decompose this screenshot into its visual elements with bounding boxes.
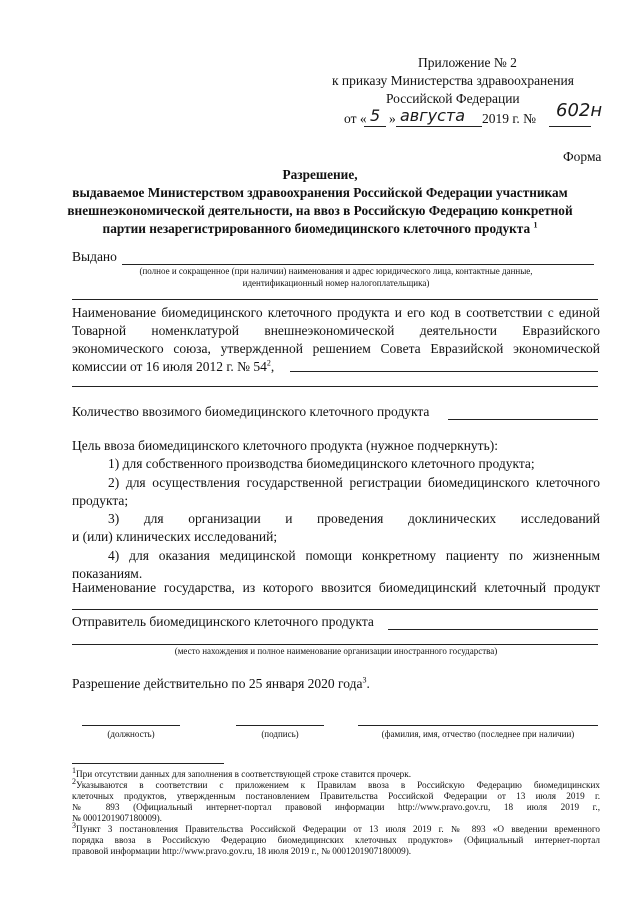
footnote-2-line-3: № 893 (Официальный интернет-портал правовой информации http://www.pravo.gov.ru, 18 июля 2019 г., — [72, 802, 600, 812]
footnote-3-line-2: порядка ввоза в Российскую Федерацию биомедицинских клеточных продуктов» (Официальный интернет-портал — [72, 835, 600, 845]
fullname-hint: (фамилия, имя, отчество (последнее при наличии) — [381, 729, 575, 739]
purpose-option-4[interactable]: 4) для оказания медицинской помощи конкретному пациенту по жизненным — [108, 547, 600, 563]
document-title — [40, 166, 600, 238]
title-line-2: выдаваемое Министерством здравоохранения Российской Федерации участникам — [72, 185, 568, 200]
purpose-option-4-cont: показаниям. — [72, 566, 143, 582]
signature-hint: (подпись) — [261, 729, 299, 739]
footnote-3-line-3: правовой информации http://www.pravo.gov.ru, 18 июля 2019 г., № 0001201907180009). — [72, 846, 412, 856]
purpose-option-2[interactable]: 2) для осуществления государственной регистрации биомедицинского клеточного — [108, 474, 600, 490]
date-mid: » — [389, 111, 396, 126]
product-name-line-2: Товарной номенклатурой внешнеэкономической деятельности Евразийского — [72, 323, 600, 338]
product-name-line-1: Наименование биомедицинского клеточного продукта и его код в соответствии с единой — [72, 305, 600, 320]
footnotes — [72, 765, 600, 857]
issued-label: Выдано — [72, 249, 117, 264]
purpose-section — [72, 437, 600, 583]
order-reference: к приказу Министерства здравоохранения — [332, 73, 574, 88]
issued-field-line-2[interactable] — [72, 299, 598, 300]
issued-hint-1: (полное и сокращенное (при наличии) наименования и адрес юридического лица, контактные данные, — [139, 266, 533, 276]
order-date-line — [344, 100, 604, 132]
purpose-option-3[interactable]: 3) для организации и проведения доклинических исследований — [108, 511, 600, 527]
issued-field-line[interactable] — [122, 264, 594, 265]
product-name-field-line-2[interactable] — [72, 386, 598, 387]
order-day: 5 — [370, 106, 381, 125]
signature-field-line[interactable] — [236, 725, 324, 726]
purpose-option-1[interactable]: 1) для собственного производства биомедицинского клеточного продукта; — [108, 456, 535, 472]
footnote-separator — [72, 763, 224, 764]
position-field-line[interactable] — [82, 725, 180, 726]
order-year: 2019 г. № — [482, 111, 537, 126]
product-name-line-3: экономического союза, утвержденной решением Совета Евразийской экономической — [72, 341, 600, 356]
sender-label: Отправитель биомедицинского клеточного продукта — [72, 614, 374, 629]
footnote-3: $^3$Пункт 3 постановления Правительства Российской Федерации от 13 июля 2019 г. № 893 «О введении временного — [72, 820, 600, 834]
title-line-4: партии незарегистрированного биомедицинского клеточного продукта $^1$ — [102, 220, 538, 236]
purpose-option-3-cont: и (или) клинических исследований; — [72, 529, 278, 545]
order-number: 602н — [556, 100, 603, 121]
sender-field-line[interactable] — [388, 629, 598, 630]
product-name-line-4: комиссии от 16 июля 2012 г. № $54^2$, — [72, 358, 275, 374]
order-month: августа — [400, 106, 466, 125]
footnote-2: $^2$Указываются в соответствии с приложением к Правилам ввоза в Российскую Федерацию биомедицинских — [72, 776, 600, 790]
fullname-field-line[interactable] — [358, 725, 598, 726]
issued-hint-2: идентификационный номер налогоплательщика) — [242, 278, 430, 288]
title-line-3: внешнеэкономической деятельности, на ввоз в Российскую Федерацию конкретной — [67, 203, 573, 218]
country-field-line[interactable] — [72, 609, 598, 610]
position-hint: (должность) — [107, 729, 155, 739]
country-label: Наименование государства, из которого ввозится биомедицинский клеточный продукт — [72, 580, 600, 595]
product-name-field-line[interactable] — [290, 371, 598, 372]
validity-text: Разрешение действительно по 25 января 2020 года$^3$. — [72, 675, 370, 691]
purpose-label: Цель ввоза биомедицинского клеточного продукта (нужное подчеркнуть): — [72, 438, 498, 453]
title-line-1: Разрешение, — [282, 167, 358, 182]
form-label: Форма — [563, 149, 602, 164]
product-name-paragraph — [72, 304, 600, 376]
date-prefix: от « — [344, 111, 367, 126]
footnote-2-line-2: клеточных продуктов, утвержденным постановлением Правительства Российской Федерации от 13 июля 2019 г. — [72, 791, 600, 801]
footnote-2-line-4: № 0001201907180009). — [72, 813, 162, 823]
sender-field-line-2[interactable] — [72, 644, 598, 645]
footnote-1: $^1$При отсутствии данных для заполнения в соответствующей строке ставится прочерк. — [72, 765, 412, 779]
sender-hint: (место нахождения и полное наименование организации иностранного государства) — [174, 646, 498, 656]
purpose-option-2-cont: продукта; — [72, 492, 129, 508]
quantity-field-line[interactable] — [448, 419, 598, 420]
ministry-country: Российской Федерации — [386, 91, 520, 106]
quantity-label: Количество ввозимого биомедицинского клеточного продукта — [72, 404, 430, 419]
appendix-number: Приложение № 2 — [418, 55, 517, 70]
